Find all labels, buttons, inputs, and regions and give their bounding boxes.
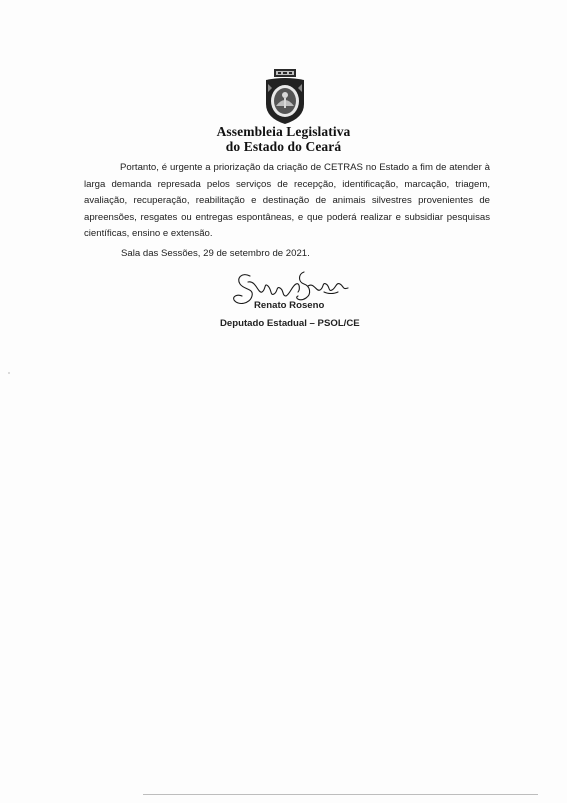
header-title-line1: Assembleia Legislativa [216, 124, 351, 139]
date-line: Sala das Sessões, 29 de setembro de 2021. [121, 248, 310, 259]
body-paragraph: Portanto, é urgente a priorização da criação de CETRAS no Estado a fim de atender à larga demanda represada pelos serviços de recepção, identificação, marcação, triagem, avaliação, recuperação, reabilitação e destinação de animais silvestres provenientes de apreensões, resgates ou entregas espontâneas, e que poderá realizar e subsidiar pesquisas científicas, ensino e extensão. [84, 162, 490, 239]
coat-of-arms-icon [262, 68, 308, 126]
signer-name: Renato Roseno [254, 300, 325, 311]
body-text [84, 160, 490, 243]
bottom-edge-line [143, 794, 538, 795]
signer-role: Deputado Estadual – PSOL/CE [220, 318, 360, 329]
scan-speck [8, 372, 10, 374]
header-title-line2: do Estado do Ceará [225, 139, 342, 154]
